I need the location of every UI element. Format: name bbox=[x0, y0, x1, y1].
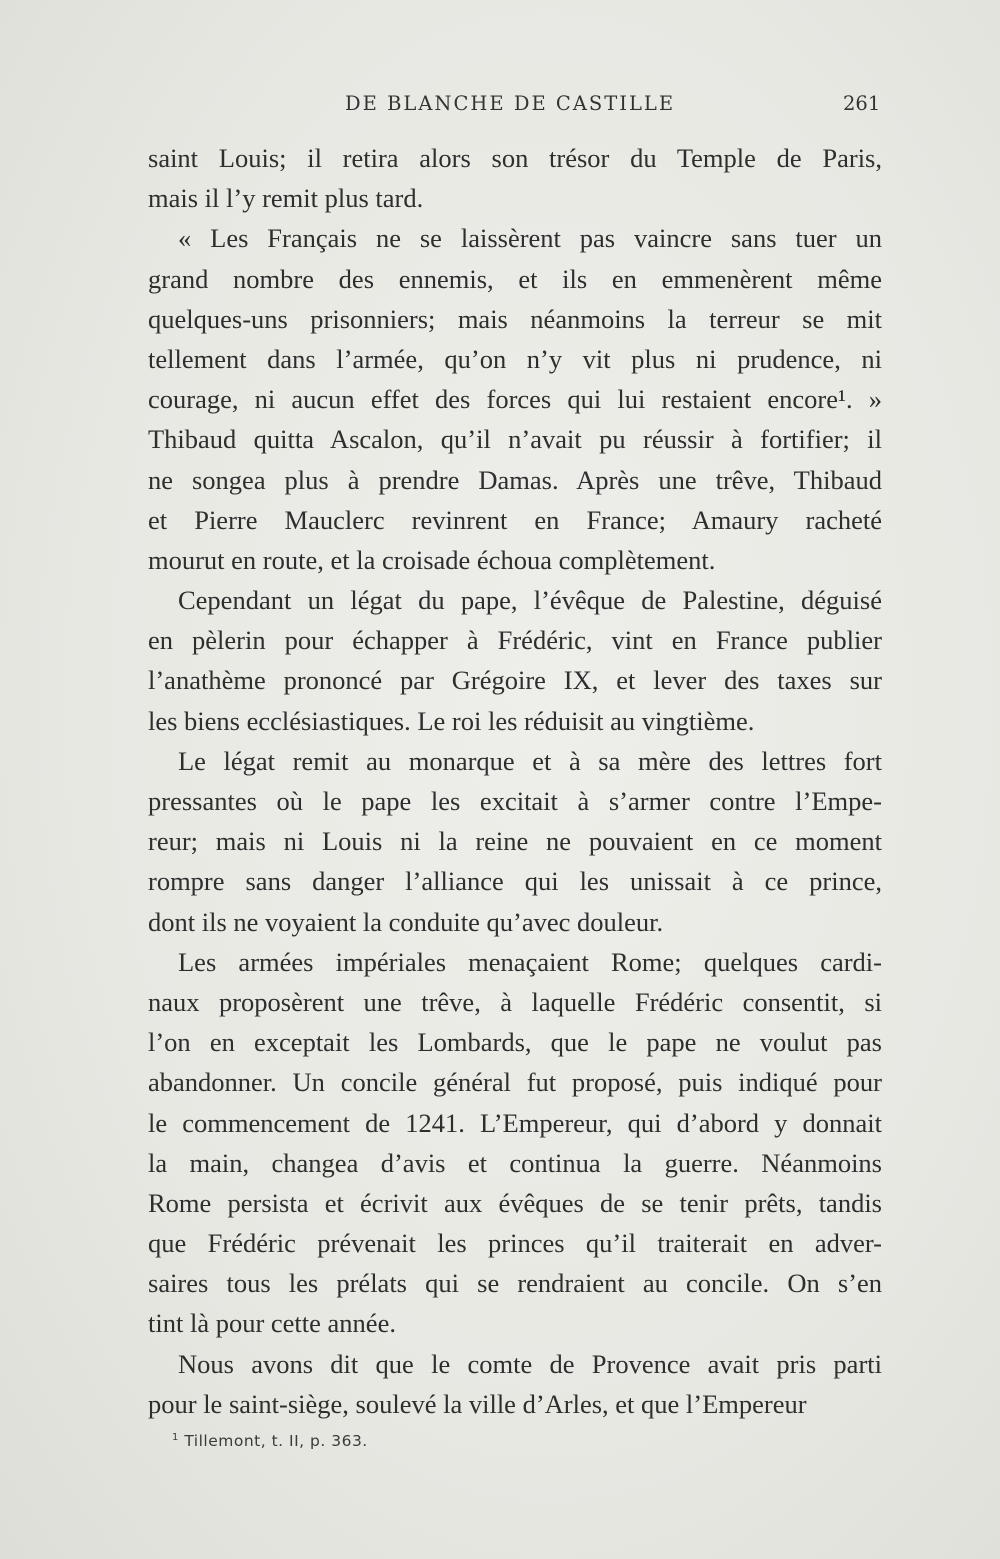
running-title: DE BLANCHE DE CASTILLE bbox=[345, 92, 676, 115]
text-line: Nous avons dit que le comte de Provence avait pris parti bbox=[178, 1348, 882, 1379]
text-line: l’on en exceptait les Lombards, que le pape ne voulut pas bbox=[148, 1027, 882, 1058]
text-line: reur; mais ni Louis ni la reine ne pouvaient en ce moment bbox=[148, 826, 882, 857]
text-line: en pèlerin pour échapper à Frédéric, vint en France publier bbox=[148, 625, 882, 656]
running-header bbox=[0, 92, 1000, 122]
paragraph bbox=[148, 1344, 882, 1424]
text-line: les biens ecclésiastiques. Le roi les réduisit au vingtième. bbox=[148, 705, 755, 736]
paragraph bbox=[148, 580, 882, 741]
text-line: Le légat remit au monarque et à sa mère des lettres fort bbox=[178, 745, 882, 776]
text-line: Les armées impériales menaçaient Rome; quelques cardi- bbox=[178, 946, 882, 977]
text-line: la main, changea d’avis et continua la guerre. Néanmoins bbox=[148, 1147, 882, 1178]
text-line: Cependant un légat du pape, l’évêque de Palestine, déguisé bbox=[178, 585, 882, 616]
footnote-marker: 1 bbox=[172, 1432, 179, 1443]
text-line: mourut en route, et la croisade échoua complètement. bbox=[148, 544, 716, 575]
text-line: pour le saint-siège, soulevé la ville d’Arles, et que l’Empereur bbox=[148, 1388, 807, 1419]
text-line: saint Louis; il retira alors son trésor du Temple de Paris, bbox=[148, 143, 882, 173]
text-line: rompre sans danger l’alliance qui les unissait à ce prince, bbox=[148, 866, 882, 897]
paragraph bbox=[148, 741, 882, 942]
text-line: l’anathème prononcé par Grégoire IX, et lever des taxes sur bbox=[148, 665, 882, 696]
text-line: tellement dans l’armée, qu’on n’y vit plus ni prudence, ni bbox=[148, 343, 882, 374]
footnote-text: Tillemont, t. II, p. 363. bbox=[184, 1432, 368, 1451]
paragraph bbox=[148, 942, 882, 1344]
text-line: mais il l’y remit plus tard. bbox=[148, 183, 424, 214]
paragraph bbox=[148, 218, 882, 580]
text-line: ne songea plus à prendre Damas. Après une trêve, Thibaud bbox=[148, 464, 882, 495]
text-line: courage, ni aucun effet des forces qui lui restaient encore¹. » bbox=[148, 384, 882, 415]
text-line: naux proposèrent une trêve, à laquelle Frédéric consentit, si bbox=[148, 986, 882, 1017]
footnote bbox=[172, 1432, 368, 1450]
page-number: 261 bbox=[843, 92, 881, 115]
text-line: dont ils ne voyaient la conduite qu’avec douleur. bbox=[148, 906, 664, 937]
text-line: abandonner. Un concile général fut proposé, puis indiqué pour bbox=[148, 1067, 882, 1098]
text-line: le commencement de 1241. L’Empereur, qui d’abord y donnait bbox=[148, 1107, 882, 1138]
body-text bbox=[148, 138, 882, 1424]
text-line: tint là pour cette année. bbox=[148, 1308, 396, 1339]
text-line: pressantes où le pape les excitait à s’armer contre l’Empe- bbox=[148, 786, 882, 816]
text-line: que Frédéric prévenait les princes qu’il traiterait en adver- bbox=[148, 1228, 882, 1259]
text-line: Thibaud quitta Ascalon, qu’il n’avait pu réussir à fortifier; il bbox=[148, 424, 882, 455]
text-line: « Les Français ne se laissèrent pas vaincre sans tuer un bbox=[178, 223, 882, 254]
text-line: et Pierre Mauclerc revinrent en France; Amaury racheté bbox=[148, 504, 882, 535]
text-line: quelques-uns prisonniers; mais néanmoins la terreur se mit bbox=[148, 303, 882, 334]
text-line: saires tous les prélats qui se rendraient au concile. On s’en bbox=[148, 1268, 882, 1299]
text-line: Rome persista et écrivit aux évêques de se tenir prêts, tandis bbox=[148, 1187, 882, 1218]
text-line: grand nombre des ennemis, et ils en emmenèrent même bbox=[148, 263, 882, 294]
paragraph bbox=[148, 138, 882, 218]
